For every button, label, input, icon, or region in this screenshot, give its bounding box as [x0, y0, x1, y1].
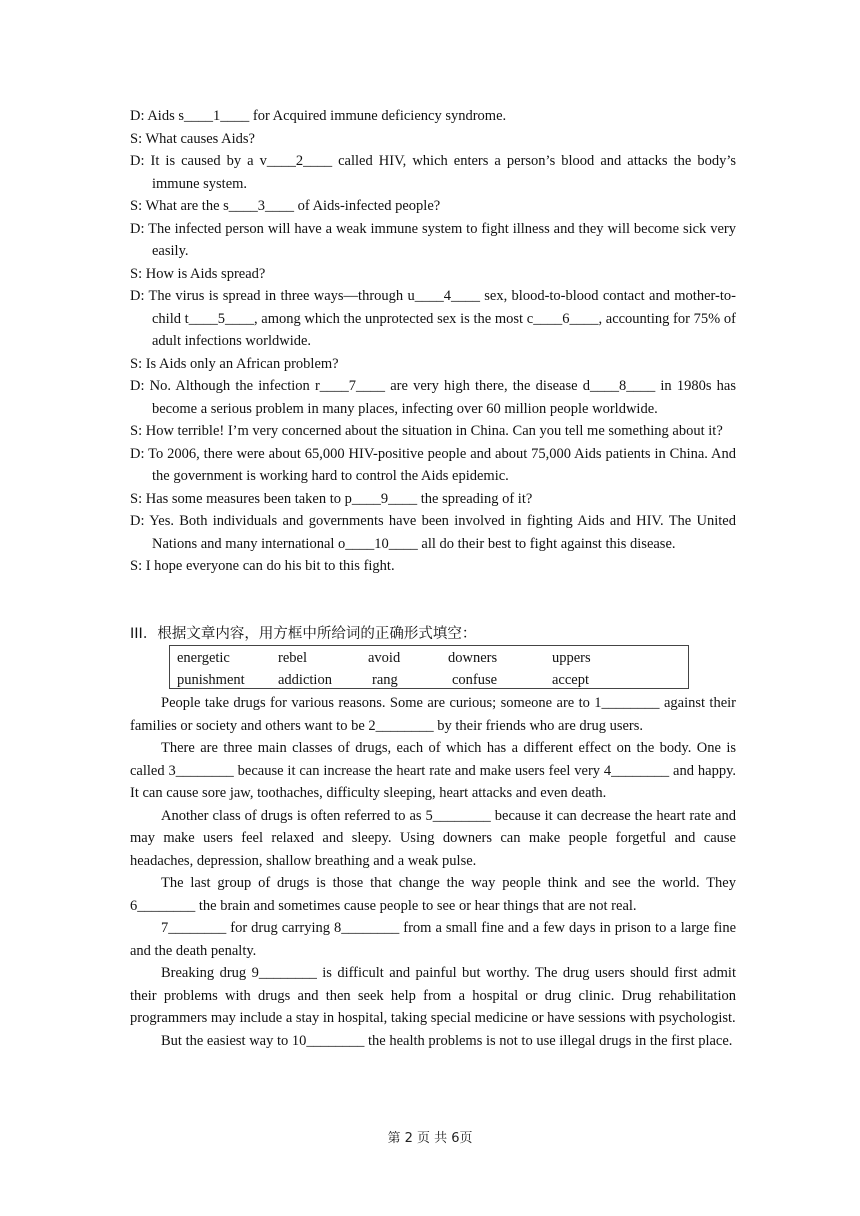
page-footer: 第 2 页 共 6页	[387, 1131, 473, 1146]
word-option: accept	[552, 672, 590, 688]
dialogue-line: S: What causes Aids?	[130, 130, 255, 147]
word-option: avoid	[368, 650, 401, 666]
dialogue-line: D: The infected person will have a weak immune system to fight illness and they will become sick very easily.	[130, 220, 736, 259]
dialogue-line: D: It is caused by a v____2____ called HIV, which enters a person’s blood and attacks the body’s immune system.	[130, 153, 736, 192]
passage-paragraph: Breaking drug 9________ is difficult and painful but worthy. The drug users should first admit their problems with drugs and then seek help from a hospital or drug clinic. Drug rehabilitation programmers may include a stay in hospital, taking special medicine or have sessions with psychologist.	[130, 965, 736, 1026]
dialogue-line: D: To 2006, there were about 65,000 HIV-positive people and about 75,000 Aids patients in China. And the government is working hard to control the Aids epidemic.	[130, 445, 736, 484]
word-option: addiction	[278, 672, 332, 688]
dialogue-line: D: Aids s____1____ for Acquired immune deficiency syndrome.	[130, 108, 507, 124]
word-option: energetic	[177, 650, 230, 666]
passage-paragraph: The last group of drugs is those that change the way people think and see the world. They 6________ the brain and sometimes cause people to see or hear things that are not real.	[130, 875, 736, 914]
word-option: punishment	[177, 672, 245, 688]
word-option: downers	[448, 650, 498, 666]
passage-paragraph: There are three main classes of drugs, each of which has a different effect on the body. One is called 3________ because it can increase the heart rate and make users feel very 4________ and happy. It can cause sore jaw, toothaches, difficulty sleeping, heart attacks and even death.	[130, 740, 736, 801]
passage	[130, 692, 736, 1052]
section-title: III．根据文章内容，用方框中所给词的正确形式填空：	[130, 626, 477, 642]
dialogue-line: S: How terrible! I’m very concerned about the situation in China. Can you tell me something about it?	[130, 423, 723, 439]
dialogue-line: S: Is Aids only an African problem?	[130, 355, 339, 372]
dialogue-line: S: Has some measures been taken to p____9____ the spreading of it?	[130, 490, 533, 507]
word-option: rebel	[278, 650, 307, 666]
passage-paragraph: 7________ for drug carrying 8________ from a small fine and a few days in prison to a large fine and the death penalty.	[130, 920, 736, 959]
passage-paragraph: Another class of drugs is often referred to as 5________ because it can decrease the heart rate and may make users feel relaxed and sleepy. Using downers can make people forgetful and cause headaches, depression, shallow breathing and a weak pulse.	[130, 807, 736, 869]
word-option: uppers	[552, 650, 591, 666]
word-box	[169, 645, 689, 689]
word-option: rang	[372, 672, 398, 688]
dialogue-section	[130, 105, 736, 578]
dialogue-line: D: Yes. Both individuals and governments have been involved in fighting Aids and HIV. The United Nations and many international o____10____ all do their best to fight against this disease.	[130, 513, 736, 552]
dialogue-line: S: What are the s____3____ of Aids-infected people?	[130, 198, 441, 214]
passage-paragraph: But the easiest way to 10________ the health problems is not to use illegal drugs in the first place.	[161, 1032, 733, 1049]
passage-paragraph: People take drugs for various reasons. Some are curious; someone are to 1________ against their families or society and others want to be 2________ by their friends who are drug users.	[130, 695, 736, 734]
dialogue-line: S: How is Aids spread?	[130, 265, 266, 282]
dialogue-line: D: The virus is spread in three ways—through u____4____ sex, blood-to-blood contact and mother-to-child t____5____, among which the unprotected sex is the most c____6____, accounting for 75% of adult infections worldwide.	[130, 288, 736, 349]
word-option: confuse	[452, 672, 498, 688]
dialogue-line: S: I hope everyone can do his bit to this fight.	[130, 558, 395, 574]
dialogue-line: D: No. Although the infection r____7____ are very high there, the disease d____8____ in 1980s has become a serious problem in many places, infecting over 60 million people worldwide.	[130, 378, 736, 417]
